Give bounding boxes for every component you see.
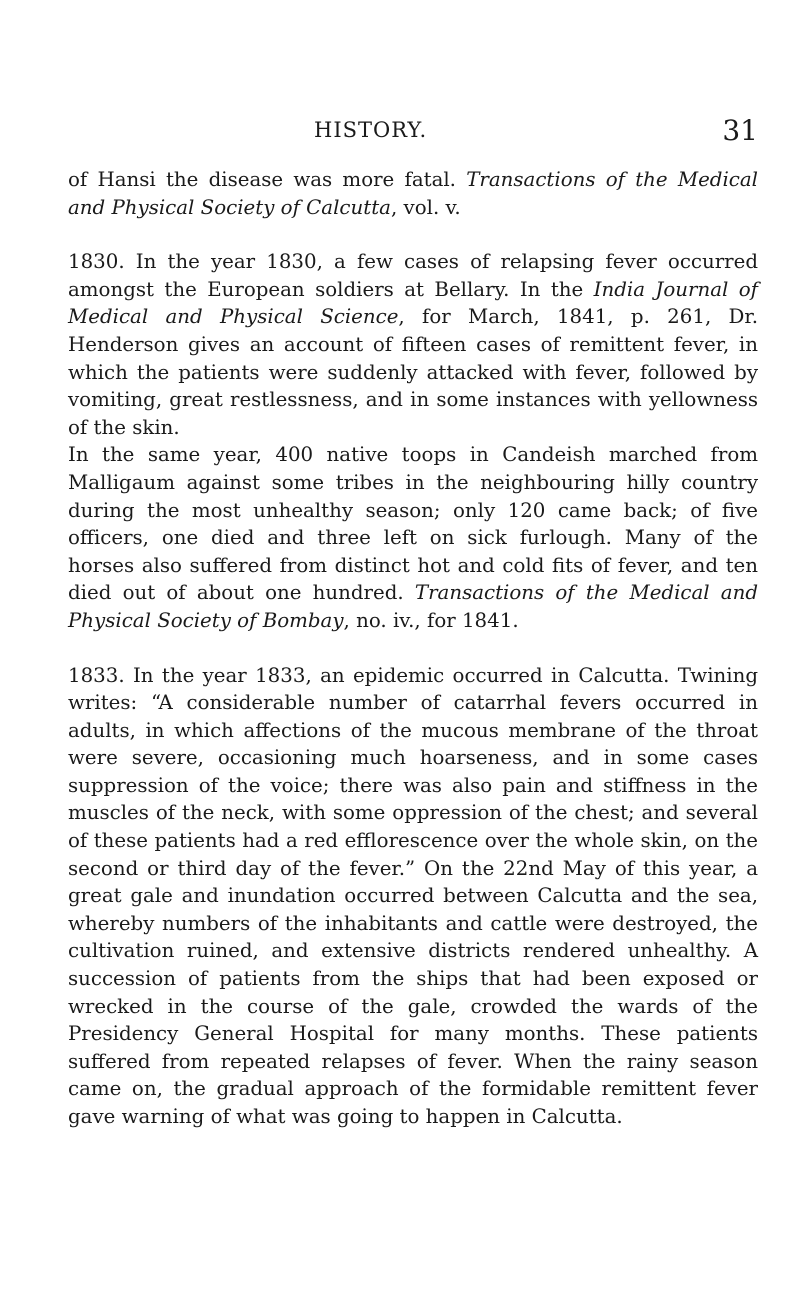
paragraph-candeish (68, 441, 758, 634)
paragraph-text: , for March, 1841, p. 261, Dr. Henderson gives an account of fifteen cases of remittent fever, in which the patients were suddenly attacked with fever, followed by vomiting, great restlessness, and in some instances with yellowness of the skin. (68, 305, 758, 439)
paragraph-1833: 1833. In the year 1833, an epidemic occurred in Calcutta. Twining writes: “A considerable number of catarrhal fevers occurred in adults, in which affections of the mucous membrane of the throat were severe, occasioning much hoarseness, and in some cases suppression of the voice; there was also pain and stiffness in the muscles of the neck, with some oppression of the chest; and several of these patients had a red efflorescence over the whole skin, on the second or third day of the fever.” On the 22nd May of this year, a great gale and inundation occurred between Calcutta and the sea, whereby numbers of the inhabitants and cattle were destroyed, the cultivation ruined, and extensive districts rendered unhealthy. A succession of patients from the ships that had been exposed or wrecked in the course of the gale, crowded the wards of the Presidency General Hospital for many months. These patients suffered from repeated relapses of fever. When the rainy season came on, the gradual approach of the formidable remittent fever gave warning of what was going to happen in Calcutta. (68, 663, 758, 1128)
citation-title: Transactions of the Medical and Physical Society of Calcutta (68, 168, 758, 219)
paragraph-hansi (68, 166, 758, 221)
paragraph-text: of Hansi the disease was more fatal. (68, 168, 467, 191)
paragraph-1830 (68, 248, 758, 441)
citation-title: Transactions of the Medical and Physical Society of Bombay (68, 581, 759, 632)
paragraph-text: , vol. v. (390, 195, 461, 219)
running-head (68, 114, 758, 148)
paragraph-text: , no. iv., for 1841. (343, 608, 519, 632)
book-page (68, 114, 759, 1131)
running-title: HISTORY. (314, 118, 428, 142)
paragraph-text: 1830. In the year 1830, a few cases of relapsing fever occurred amongst the European soldiers at Bellary. In the (68, 250, 758, 301)
paragraph-text: In the same year, 400 native toops in Candeish marched from Malligaum against some tribes in the neighbouring hilly country during the most unhealthy season; only 120 came back; of five officers, one died and three left on sick furlough. Many of the horses also suffered from distinct hot and cold fits of fever, and ten died out of about one hundred. (68, 443, 758, 605)
citation-title: India Journal of Medical and Physical Science (68, 277, 758, 329)
page-number: 31 (722, 114, 758, 147)
body-text (68, 166, 758, 1131)
